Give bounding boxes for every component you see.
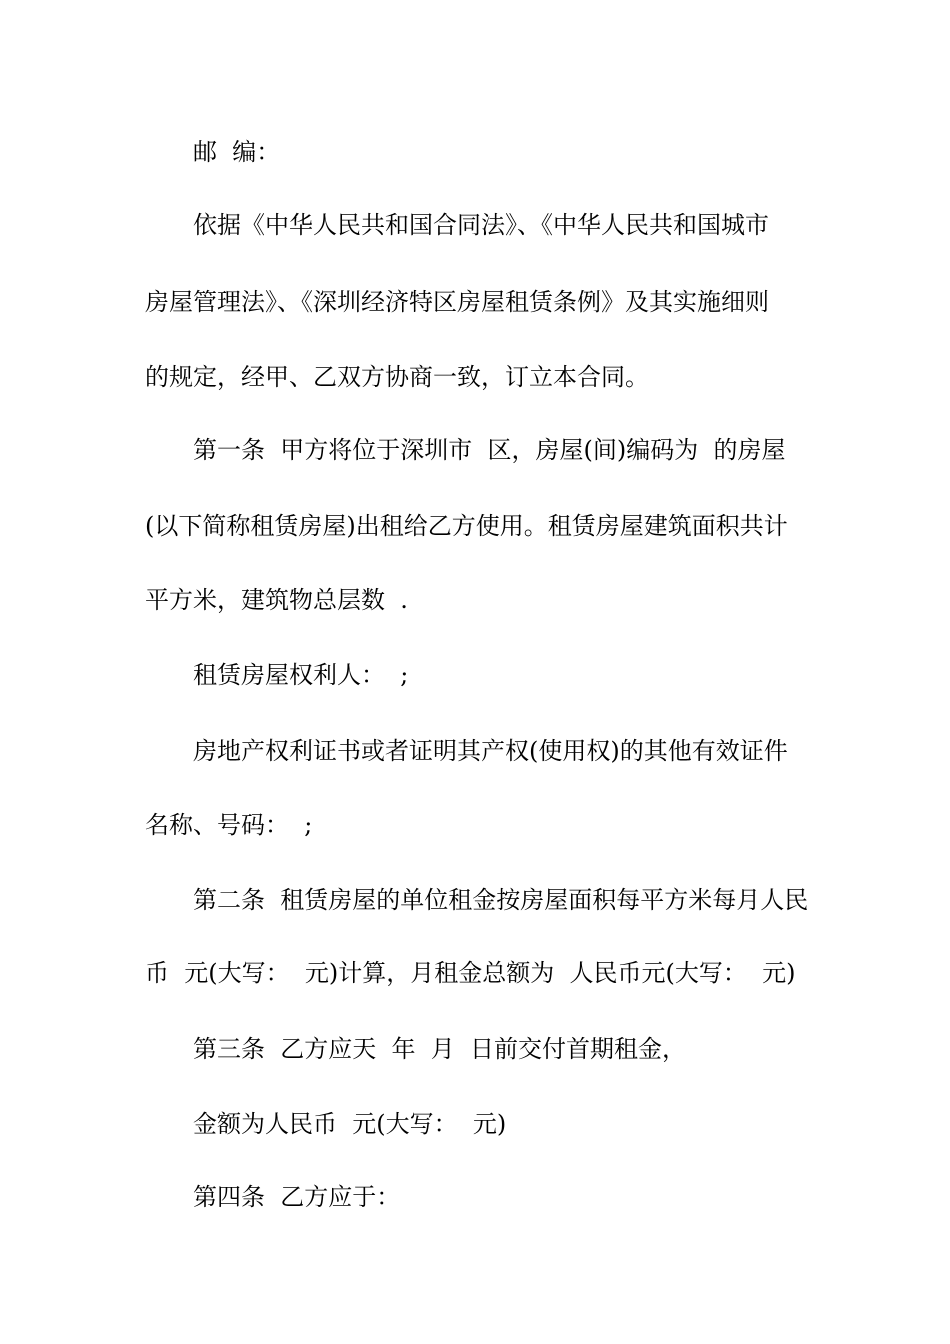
text-line: (以下简称租赁房屋)出租给乙方使用。租赁房屋建筑面积共计 xyxy=(145,512,788,540)
text-line: 金额为人民币 元(大写： 元) xyxy=(193,1110,507,1138)
text-line: 依据《中华人民共和国合同法》、《中华人民共和国城市 xyxy=(193,211,769,239)
rights-holder-line: 租赁房屋权利人： ; xyxy=(193,661,409,689)
certificate-line: 房地产权利证书或者证明其产权(使用权)的其他有效证件 xyxy=(193,737,788,765)
article-one-line: 第一条 甲方将位于深圳市 区，房屋(间)编码为 的房屋 xyxy=(193,436,786,464)
article-four-line: 第四条 乙方应于： xyxy=(193,1183,401,1211)
postal-code-line: 邮 编： xyxy=(193,138,281,166)
text-line: 平方米，建筑物总层数 . xyxy=(145,586,408,614)
article-three-line: 第三条 乙方应天 年 月 日前交付首期租金， xyxy=(193,1035,687,1063)
text-line: 房屋管理法》、《深圳经济特区房屋租赁条例》及其实施细则 xyxy=(145,288,769,316)
text-line: 的规定，经甲、乙双方协商一致，订立本合同。 xyxy=(145,363,649,391)
text-line: 名称、号码： ; xyxy=(145,811,313,839)
article-two-line: 第二条 租赁房屋的单位租金按房屋面积每平方米每月人民 xyxy=(193,886,809,914)
text-line: 币 元(大写： 元)计算，月租金总额为 人民币元(大写： 元) xyxy=(145,959,796,987)
